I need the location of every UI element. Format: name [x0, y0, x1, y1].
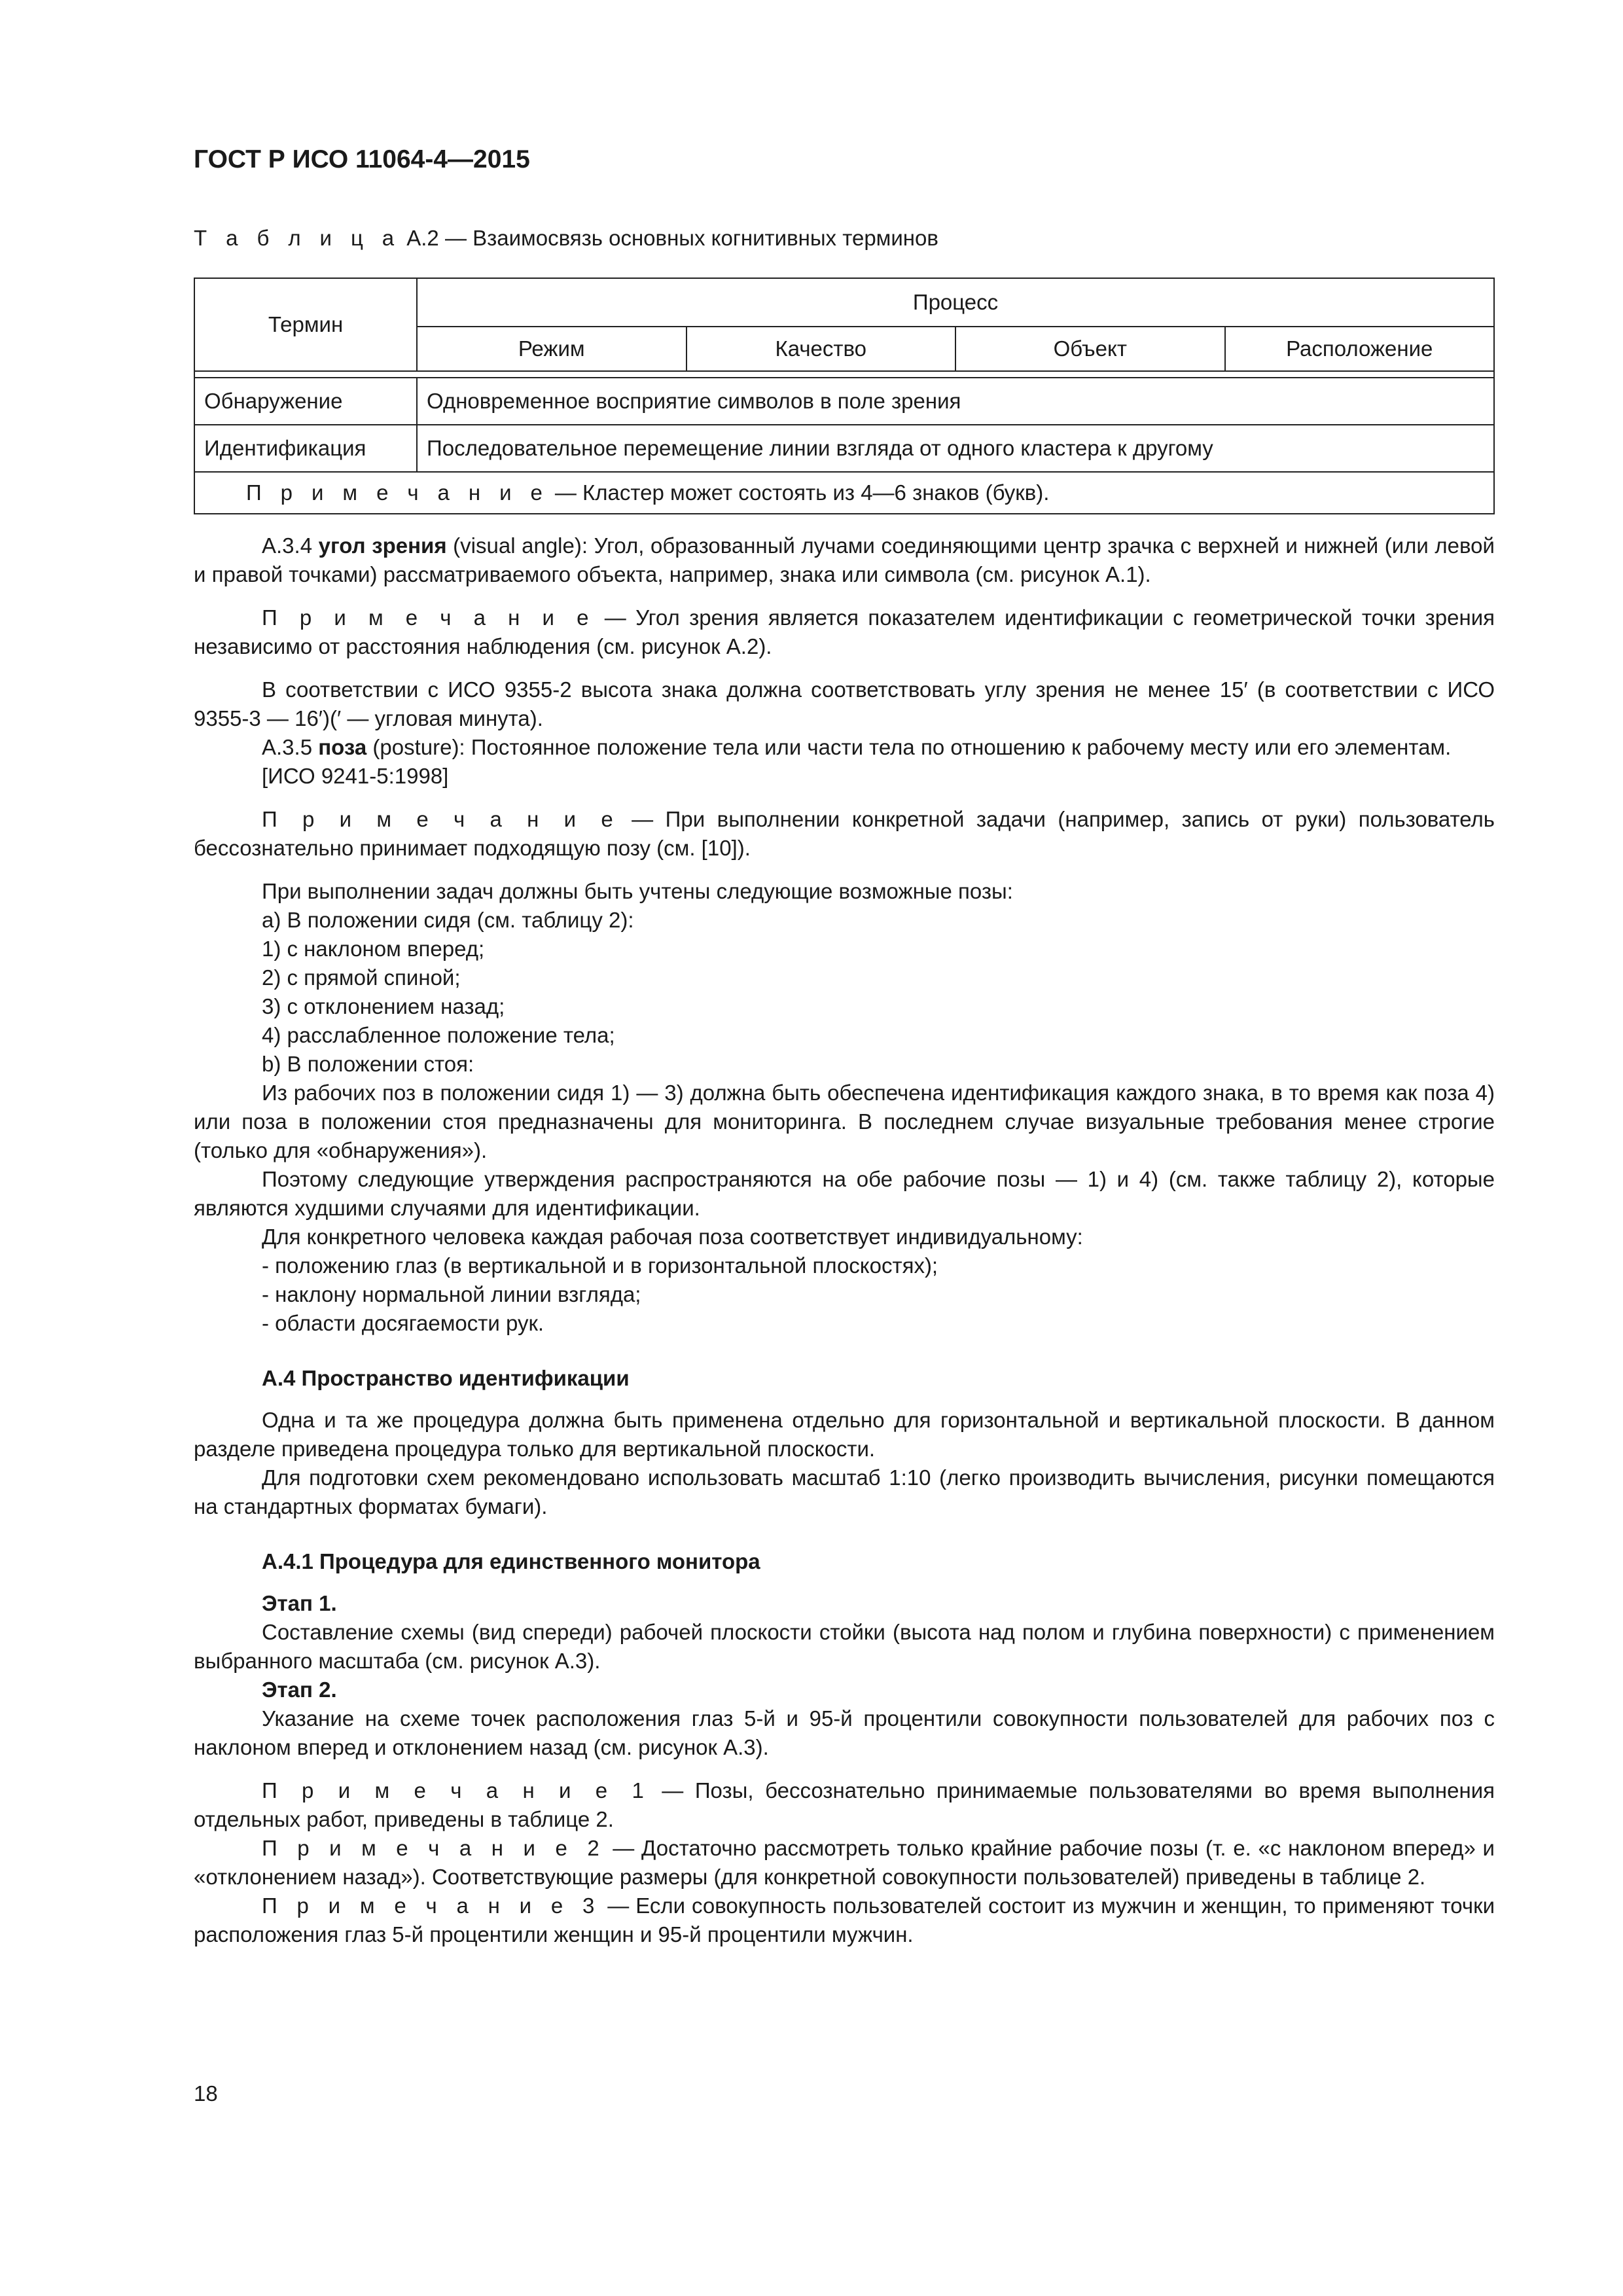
section-heading-a41: А.4.1 Процедура для единственного монитора [262, 1549, 760, 1573]
standard-header: ГОСТ Р ИСО 11064-4—2015 [194, 145, 530, 173]
table-header-term: Термин [194, 278, 417, 371]
list-item: 2) с прямой спиной; [262, 965, 461, 990]
note-paragraph [194, 603, 1495, 661]
poses-intro: При выполнении задач должны быть учтены следующие возможные позы: [262, 879, 1013, 903]
step-text: Составление схемы (вид спереди) рабочей плоскости стойки (высота над полом и глубина поверхности) с применением выбранного масштаба (см. рисунок А.3). [194, 1620, 1495, 1673]
table-subheader: Объект [955, 327, 1225, 371]
table-cell-value: Одновременное восприятие символов в поле зрения [417, 378, 1494, 425]
list-item: 1) с наклоном вперед; [262, 937, 485, 961]
body-text [194, 531, 1495, 1949]
list-item: 4) расслабленное положение тела; [262, 1023, 615, 1047]
table-note [194, 472, 1494, 514]
table-subheader: Качество [687, 327, 956, 371]
note-label: П р и м е ч а н и е 2 [262, 1836, 606, 1860]
table-caption-text: А.2 — Взаимосвязь основных когнитивных терминов [401, 226, 938, 250]
paragraph-individual: Для конкретного человека каждая рабочая поза соответствует индивидуальному: [262, 1225, 1083, 1249]
clause-number: А.3.4 [262, 533, 319, 558]
paragraph: Одна и та же процедура должна быть применена отдельно для горизонтальной и вертикальной плоскости. В данном разделе приведена процедура только для вертикальной плоскости. [194, 1408, 1495, 1461]
table-caption [194, 226, 938, 251]
table-row [194, 425, 1494, 472]
list-item: - наклону нормальной линии взгляда; [262, 1282, 641, 1306]
table-caption-label: Т а б л и ц а [194, 226, 401, 250]
clause-number: А.3.5 [262, 735, 319, 759]
note-label: П р и м е ч а н и е [262, 807, 620, 831]
term-name: поза [318, 735, 367, 759]
section-heading-a4: А.4 Пространство идентификации [262, 1366, 630, 1390]
note-text: — Достаточно рассмотреть только крайние рабочие позы (т. е. «с наклоном вперед» и «отклонением назад»). Соответствующие размеры (для конкретной совокупности пользователей) приведены в таблице 2. [194, 1836, 1495, 1889]
clause-text: (visual angle): Угол, образованный лучами соединяющими центр зрачка с верхней и нижней (или левой и правой точками) рассматриваемого объекта, например, знака или символа (см. рисунок А.1). [194, 533, 1495, 586]
list-item: - положению глаз (в вертикальной и в горизонтальной плоскостях); [262, 1253, 938, 1278]
table-cell-term: Обнаружение [194, 378, 417, 425]
table-note-label: П р и м е ч а н и е [246, 480, 549, 505]
step-label: Этап 1. [262, 1591, 337, 1615]
paragraph: Для подготовки схем рекомендовано использовать масштаб 1:10 (легко производить вычисления, рисунки помещаются на стандартных форматах бумаги). [194, 1465, 1495, 1518]
note-text: — Позы, бессознательно принимаемые пользователями во время выполнения отдельных работ, приведены в таблице 2. [194, 1778, 1495, 1831]
term-name: угол зрения [318, 533, 447, 558]
note-text: — При выполнении конкретной задачи (например, запись от руки) пользователь бессознательно принимает подходящую позу (см. [10]). [194, 807, 1495, 860]
paragraph-work-poses: Из рабочих поз в положении сидя 1) — 3) должна быть обеспечена идентификация каждого знака, в то время как поза 4) или поза в положении стоя предназначены для мониторинга. В последнем случае визуальные требования менее строгие (только для «обнаружения»). [194, 1081, 1495, 1162]
list-item: 3) с отклонением назад; [262, 994, 505, 1018]
paragraph-therefore: Поэтому следующие утверждения распространяются на обе рабочие позы — 1) и 4) (см. также таблицу 2), которые являются худшими случаями для идентификации. [194, 1167, 1495, 1220]
step-label: Этап 2. [262, 1677, 337, 1702]
note-label: П р и м е ч а н и е [262, 605, 596, 630]
table-subheader: Расположение [1225, 327, 1495, 371]
table-cell-term: Идентификация [194, 425, 417, 472]
table-subheader: Режим [417, 327, 687, 371]
table-cell-value: Последовательное перемещение линии взгляда от одного кластера к другому [417, 425, 1494, 472]
note-paragraph [194, 1892, 1495, 1949]
paragraph-iso9355: В соответствии с ИСО 9355-2 высота знака должна соответствовать углу зрения не менее 15′ (в соответствии с ИСО 9355-3 — 16′)(′ — угловая минута). [194, 677, 1495, 730]
note-text: — Угол зрения является показателем идентификации с геометрической точки зрения независимо от расстояния наблюдения (см. рисунок А.2). [194, 605, 1495, 658]
note-label: П р и м е ч а н и е 3 [262, 1893, 601, 1918]
clause-text: (posture): Постоянное положение тела или части тела по отношению к рабочему месту или его элементам. [366, 735, 1452, 759]
note-paragraph [194, 1834, 1495, 1892]
note-paragraph [194, 1776, 1495, 1834]
page-number: 18 [194, 2081, 218, 2106]
clause-a34 [194, 531, 1495, 589]
note-text: — Если совокупность пользователей состоит из мужчин и женщин, то применяют точки расположения глаз 5-й процентили женщин и 95-й процентили мужчин. [194, 1893, 1495, 1946]
list-item: а) В положении сидя (см. таблицу 2): [262, 908, 634, 932]
clause-a35 [194, 733, 1495, 762]
table-note-text: — Кластер может состоять из 4—6 знаков (букв). [548, 480, 1050, 505]
list-item: b) В положении стоя: [262, 1052, 474, 1076]
table-header-process: Процесс [417, 278, 1494, 327]
table-divider [194, 371, 1494, 378]
reference: [ИСО 9241-5:1998] [262, 764, 449, 788]
list-item: - области досягаемости рук. [262, 1311, 544, 1335]
step-text: Указание на схеме точек расположения глаз 5-й и 95-й процентили совокупности пользователей для рабочих поз с наклоном вперед и отклонением назад (см. рисунок А.3). [194, 1706, 1495, 1759]
note-paragraph [194, 805, 1495, 863]
note-label: П р и м е ч а н и е 1 [262, 1778, 651, 1803]
cognitive-terms-table [194, 278, 1495, 514]
table-row [194, 378, 1494, 425]
